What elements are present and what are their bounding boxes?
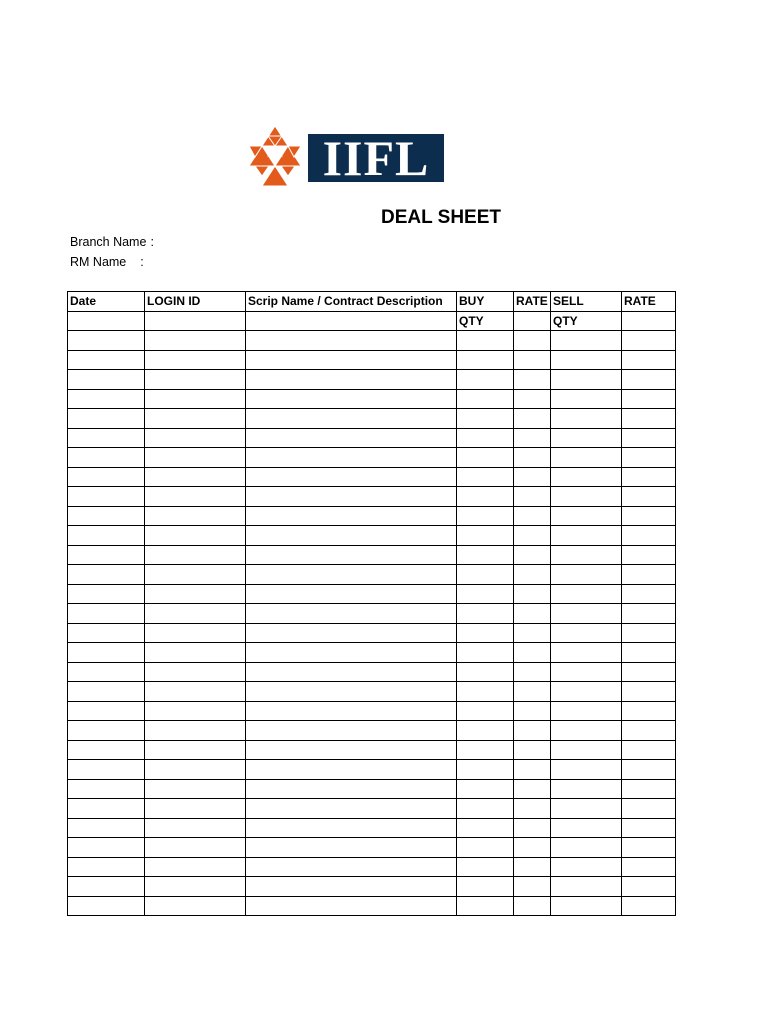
cell-login-id[interactable] <box>145 896 246 916</box>
table-row <box>68 545 676 565</box>
cell-rate[interactable] <box>514 506 551 526</box>
cell-buy[interactable] <box>457 799 514 819</box>
cell-scrip-name[interactable] <box>246 389 457 409</box>
cell-rate[interactable] <box>514 857 551 877</box>
cell-scrip-name[interactable] <box>246 838 457 858</box>
cell-buy[interactable] <box>457 721 514 741</box>
header-cell-date: Date <box>68 292 145 312</box>
cell-buy[interactable] <box>457 779 514 799</box>
cell-rate[interactable] <box>514 838 551 858</box>
cell-date[interactable] <box>68 428 145 448</box>
branch-name-separator: : <box>150 235 154 249</box>
cell-scrip-name[interactable] <box>246 818 457 838</box>
cell-buy[interactable] <box>457 409 514 429</box>
table-row <box>68 526 676 546</box>
cell-rate[interactable] <box>622 721 676 741</box>
cell-login-id[interactable] <box>145 350 246 370</box>
cell-sell[interactable] <box>551 643 622 663</box>
cell-rate[interactable] <box>514 389 551 409</box>
cell-date[interactable] <box>68 584 145 604</box>
cell-date[interactable] <box>68 643 145 663</box>
cell-rate[interactable] <box>622 896 676 916</box>
table-row <box>68 448 676 468</box>
cell-rate[interactable] <box>514 370 551 390</box>
cell-scrip-name[interactable] <box>246 760 457 780</box>
cell-login-id[interactable] <box>145 467 246 487</box>
rm-name-field <box>70 255 144 269</box>
cell-date[interactable] <box>68 350 145 370</box>
table-row <box>68 604 676 624</box>
table-row <box>68 740 676 760</box>
cell-rate[interactable] <box>514 760 551 780</box>
cell-date[interactable] <box>68 877 145 897</box>
cell-buy[interactable] <box>457 740 514 760</box>
cell-date[interactable] <box>68 331 145 351</box>
cell-date[interactable] <box>68 799 145 819</box>
header-cell-date <box>68 311 145 331</box>
cell-scrip-name[interactable] <box>246 896 457 916</box>
cell-sell[interactable] <box>551 370 622 390</box>
header-cell-buy: QTY <box>457 311 514 331</box>
logo-triangle <box>281 166 295 176</box>
cell-buy[interactable] <box>457 428 514 448</box>
cell-scrip-name[interactable] <box>246 779 457 799</box>
cell-sell[interactable] <box>551 760 622 780</box>
table-row <box>68 584 676 604</box>
cell-date[interactable] <box>68 545 145 565</box>
cell-sell[interactable] <box>551 682 622 702</box>
rm-name-separator: : <box>140 255 144 269</box>
cell-rate[interactable] <box>622 370 676 390</box>
cell-date[interactable] <box>68 409 145 429</box>
cell-date[interactable] <box>68 818 145 838</box>
cell-scrip-name[interactable] <box>246 584 457 604</box>
table-row <box>68 799 676 819</box>
cell-login-id[interactable] <box>145 857 246 877</box>
table-row <box>68 389 676 409</box>
cell-login-id[interactable] <box>145 838 246 858</box>
branch-name-field <box>70 235 154 249</box>
sri-yantra-logo-icon <box>244 124 306 188</box>
cell-buy[interactable] <box>457 877 514 897</box>
cell-login-id[interactable] <box>145 389 246 409</box>
cell-scrip-name[interactable] <box>246 448 457 468</box>
cell-sell[interactable] <box>551 389 622 409</box>
cell-rate[interactable] <box>514 565 551 585</box>
cell-scrip-name[interactable] <box>246 350 457 370</box>
cell-rate[interactable] <box>622 331 676 351</box>
cell-login-id[interactable] <box>145 565 246 585</box>
cell-rate[interactable] <box>514 467 551 487</box>
cell-rate[interactable] <box>622 545 676 565</box>
cell-login-id[interactable] <box>145 818 246 838</box>
cell-sell[interactable] <box>551 331 622 351</box>
cell-rate[interactable] <box>622 428 676 448</box>
cell-login-id[interactable] <box>145 779 246 799</box>
cell-scrip-name[interactable] <box>246 799 457 819</box>
logo-triangle <box>255 166 269 176</box>
cell-rate[interactable] <box>514 604 551 624</box>
rm-name-label: RM Name <box>70 255 127 269</box>
header-cell-scrip-name: Scrip Name / Contract Description <box>246 292 457 312</box>
cell-rate[interactable] <box>514 448 551 468</box>
cell-login-id[interactable] <box>145 545 246 565</box>
cell-scrip-name[interactable] <box>246 409 457 429</box>
cell-rate[interactable] <box>514 896 551 916</box>
cell-date[interactable] <box>68 604 145 624</box>
iifl-logo <box>244 124 444 188</box>
cell-sell[interactable] <box>551 448 622 468</box>
cell-sell[interactable] <box>551 818 622 838</box>
cell-rate[interactable] <box>622 448 676 468</box>
cell-scrip-name[interactable] <box>246 857 457 877</box>
cell-sell[interactable] <box>551 838 622 858</box>
table-row <box>68 857 676 877</box>
cell-rate[interactable] <box>514 740 551 760</box>
cell-login-id[interactable] <box>145 643 246 663</box>
cell-login-id[interactable] <box>145 370 246 390</box>
cell-scrip-name[interactable] <box>246 721 457 741</box>
cell-sell[interactable] <box>551 701 622 721</box>
cell-buy[interactable] <box>457 545 514 565</box>
table-row <box>68 760 676 780</box>
cell-sell[interactable] <box>551 350 622 370</box>
cell-rate[interactable] <box>514 818 551 838</box>
cell-rate[interactable] <box>514 799 551 819</box>
cell-rate[interactable] <box>622 643 676 663</box>
cell-scrip-name[interactable] <box>246 545 457 565</box>
cell-scrip-name[interactable] <box>246 740 457 760</box>
header-row <box>68 292 676 312</box>
cell-login-id[interactable] <box>145 526 246 546</box>
cell-sell[interactable] <box>551 896 622 916</box>
cell-login-id[interactable] <box>145 409 246 429</box>
table-row <box>68 682 676 702</box>
cell-rate[interactable] <box>622 857 676 877</box>
cell-rate[interactable] <box>514 545 551 565</box>
header-cell-sell: SELL <box>551 292 622 312</box>
cell-login-id[interactable] <box>145 623 246 643</box>
cell-buy[interactable] <box>457 506 514 526</box>
cell-scrip-name[interactable] <box>246 370 457 390</box>
cell-date[interactable] <box>68 740 145 760</box>
cell-login-id[interactable] <box>145 877 246 897</box>
cell-rate[interactable] <box>622 467 676 487</box>
cell-rate[interactable] <box>622 838 676 858</box>
cell-buy[interactable] <box>457 896 514 916</box>
cell-sell[interactable] <box>551 526 622 546</box>
cell-scrip-name[interactable] <box>246 643 457 663</box>
cell-rate[interactable] <box>514 721 551 741</box>
cell-buy[interactable] <box>457 643 514 663</box>
cell-rate[interactable] <box>622 623 676 643</box>
cell-rate[interactable] <box>514 682 551 702</box>
logo-triangle <box>268 146 282 156</box>
cell-rate[interactable] <box>514 662 551 682</box>
cell-scrip-name[interactable] <box>246 506 457 526</box>
cell-date[interactable] <box>68 467 145 487</box>
cell-rate[interactable] <box>514 350 551 370</box>
cell-rate[interactable] <box>622 818 676 838</box>
cell-sell[interactable] <box>551 584 622 604</box>
cell-date[interactable] <box>68 838 145 858</box>
cell-buy[interactable] <box>457 760 514 780</box>
cell-login-id[interactable] <box>145 487 246 507</box>
cell-sell[interactable] <box>551 545 622 565</box>
cell-date[interactable] <box>68 662 145 682</box>
cell-buy[interactable] <box>457 350 514 370</box>
cell-rate[interactable] <box>622 409 676 429</box>
header-cell-rate <box>514 311 551 331</box>
cell-buy[interactable] <box>457 604 514 624</box>
cell-rate[interactable] <box>622 487 676 507</box>
cell-login-id[interactable] <box>145 584 246 604</box>
page-title: DEAL SHEET <box>380 207 501 228</box>
header-cell-scrip-name <box>246 311 457 331</box>
cell-rate[interactable] <box>622 526 676 546</box>
cell-buy[interactable] <box>457 662 514 682</box>
cell-buy[interactable] <box>457 526 514 546</box>
deal-table <box>67 291 676 916</box>
cell-buy[interactable] <box>457 584 514 604</box>
table-row <box>68 643 676 663</box>
cell-date[interactable] <box>68 623 145 643</box>
cell-rate[interactable] <box>514 623 551 643</box>
cell-buy[interactable] <box>457 623 514 643</box>
cell-rate[interactable] <box>622 779 676 799</box>
logo-wordmark: IIFL <box>308 134 444 182</box>
cell-scrip-name[interactable] <box>246 331 457 351</box>
cell-date[interactable] <box>68 701 145 721</box>
cell-rate[interactable] <box>622 799 676 819</box>
table-row <box>68 409 676 429</box>
cell-date[interactable] <box>68 857 145 877</box>
branch-name-label: Branch Name <box>70 235 147 249</box>
table-row <box>68 506 676 526</box>
header-cell-rate: RATE <box>514 292 551 312</box>
cell-rate[interactable] <box>514 409 551 429</box>
cell-buy[interactable] <box>457 857 514 877</box>
cell-buy[interactable] <box>457 818 514 838</box>
cell-scrip-name[interactable] <box>246 526 457 546</box>
cell-date[interactable] <box>68 389 145 409</box>
cell-login-id[interactable] <box>145 799 246 819</box>
table-row <box>68 487 676 507</box>
table-row <box>68 818 676 838</box>
header-cell-sell: QTY <box>551 311 622 331</box>
cell-login-id[interactable] <box>145 662 246 682</box>
header-cell-rate: RATE <box>622 292 676 312</box>
table-row <box>68 877 676 897</box>
cell-login-id[interactable] <box>145 701 246 721</box>
cell-sell[interactable] <box>551 565 622 585</box>
cell-date[interactable] <box>68 370 145 390</box>
cell-scrip-name[interactable] <box>246 604 457 624</box>
cell-date[interactable] <box>68 779 145 799</box>
cell-login-id[interactable] <box>145 682 246 702</box>
table-row <box>68 331 676 351</box>
cell-rate[interactable] <box>622 350 676 370</box>
cell-buy[interactable] <box>457 331 514 351</box>
table-row <box>68 467 676 487</box>
header-cell-login-id: LOGIN ID <box>145 292 246 312</box>
cell-buy[interactable] <box>457 389 514 409</box>
cell-scrip-name[interactable] <box>246 877 457 897</box>
table-row <box>68 721 676 741</box>
cell-scrip-name[interactable] <box>246 487 457 507</box>
cell-buy[interactable] <box>457 467 514 487</box>
cell-login-id[interactable] <box>145 740 246 760</box>
header-row-sub <box>68 311 676 331</box>
cell-date[interactable] <box>68 721 145 741</box>
cell-rate[interactable] <box>622 565 676 585</box>
cell-sell[interactable] <box>551 467 622 487</box>
cell-date[interactable] <box>68 448 145 468</box>
table-row <box>68 896 676 916</box>
cell-scrip-name[interactable] <box>246 428 457 448</box>
cell-date[interactable] <box>68 565 145 585</box>
cell-login-id[interactable] <box>145 760 246 780</box>
cell-sell[interactable] <box>551 506 622 526</box>
cell-buy[interactable] <box>457 701 514 721</box>
cell-login-id[interactable] <box>145 331 246 351</box>
table-row <box>68 662 676 682</box>
cell-date[interactable] <box>68 506 145 526</box>
cell-rate[interactable] <box>622 740 676 760</box>
cell-sell[interactable] <box>551 604 622 624</box>
header-cell-rate <box>622 311 676 331</box>
table-row <box>68 428 676 448</box>
cell-rate[interactable] <box>622 760 676 780</box>
cell-rate[interactable] <box>514 526 551 546</box>
cell-login-id[interactable] <box>145 721 246 741</box>
cell-rate[interactable] <box>622 506 676 526</box>
cell-date[interactable] <box>68 487 145 507</box>
cell-rate[interactable] <box>622 662 676 682</box>
cell-rate[interactable] <box>622 682 676 702</box>
cell-rate[interactable] <box>514 701 551 721</box>
cell-login-id[interactable] <box>145 506 246 526</box>
table-row <box>68 350 676 370</box>
header-cell-buy: BUY <box>457 292 514 312</box>
cell-rate[interactable] <box>514 643 551 663</box>
cell-rate[interactable] <box>622 701 676 721</box>
cell-sell[interactable] <box>551 740 622 760</box>
table-row <box>68 701 676 721</box>
cell-scrip-name[interactable] <box>246 565 457 585</box>
cell-rate[interactable] <box>514 331 551 351</box>
cell-login-id[interactable] <box>145 428 246 448</box>
cell-rate[interactable] <box>622 389 676 409</box>
cell-sell[interactable] <box>551 877 622 897</box>
cell-sell[interactable] <box>551 779 622 799</box>
cell-rate[interactable] <box>514 779 551 799</box>
cell-sell[interactable] <box>551 721 622 741</box>
cell-buy[interactable] <box>457 487 514 507</box>
table-row <box>68 623 676 643</box>
cell-date[interactable] <box>68 896 145 916</box>
cell-scrip-name[interactable] <box>246 701 457 721</box>
table-row <box>68 838 676 858</box>
cell-buy[interactable] <box>457 682 514 702</box>
table-row <box>68 565 676 585</box>
cell-scrip-name[interactable] <box>246 467 457 487</box>
cell-sell[interactable] <box>551 623 622 643</box>
cell-rate[interactable] <box>622 584 676 604</box>
cell-sell[interactable] <box>551 799 622 819</box>
cell-date[interactable] <box>68 760 145 780</box>
cell-login-id[interactable] <box>145 448 246 468</box>
cell-rate[interactable] <box>514 584 551 604</box>
cell-sell[interactable] <box>551 409 622 429</box>
cell-login-id[interactable] <box>145 604 246 624</box>
table-row <box>68 779 676 799</box>
cell-date[interactable] <box>68 526 145 546</box>
cell-buy[interactable] <box>457 370 514 390</box>
cell-rate[interactable] <box>622 604 676 624</box>
cell-sell[interactable] <box>551 662 622 682</box>
cell-buy[interactable] <box>457 448 514 468</box>
cell-rate[interactable] <box>514 487 551 507</box>
cell-sell[interactable] <box>551 487 622 507</box>
cell-sell[interactable] <box>551 857 622 877</box>
cell-scrip-name[interactable] <box>246 623 457 643</box>
cell-scrip-name[interactable] <box>246 662 457 682</box>
cell-rate[interactable] <box>514 428 551 448</box>
cell-scrip-name[interactable] <box>246 682 457 702</box>
cell-sell[interactable] <box>551 428 622 448</box>
header-cell-login-id <box>145 311 246 331</box>
cell-rate[interactable] <box>514 877 551 897</box>
cell-buy[interactable] <box>457 565 514 585</box>
cell-date[interactable] <box>68 682 145 702</box>
cell-rate[interactable] <box>622 877 676 897</box>
cell-buy[interactable] <box>457 838 514 858</box>
table-row <box>68 370 676 390</box>
